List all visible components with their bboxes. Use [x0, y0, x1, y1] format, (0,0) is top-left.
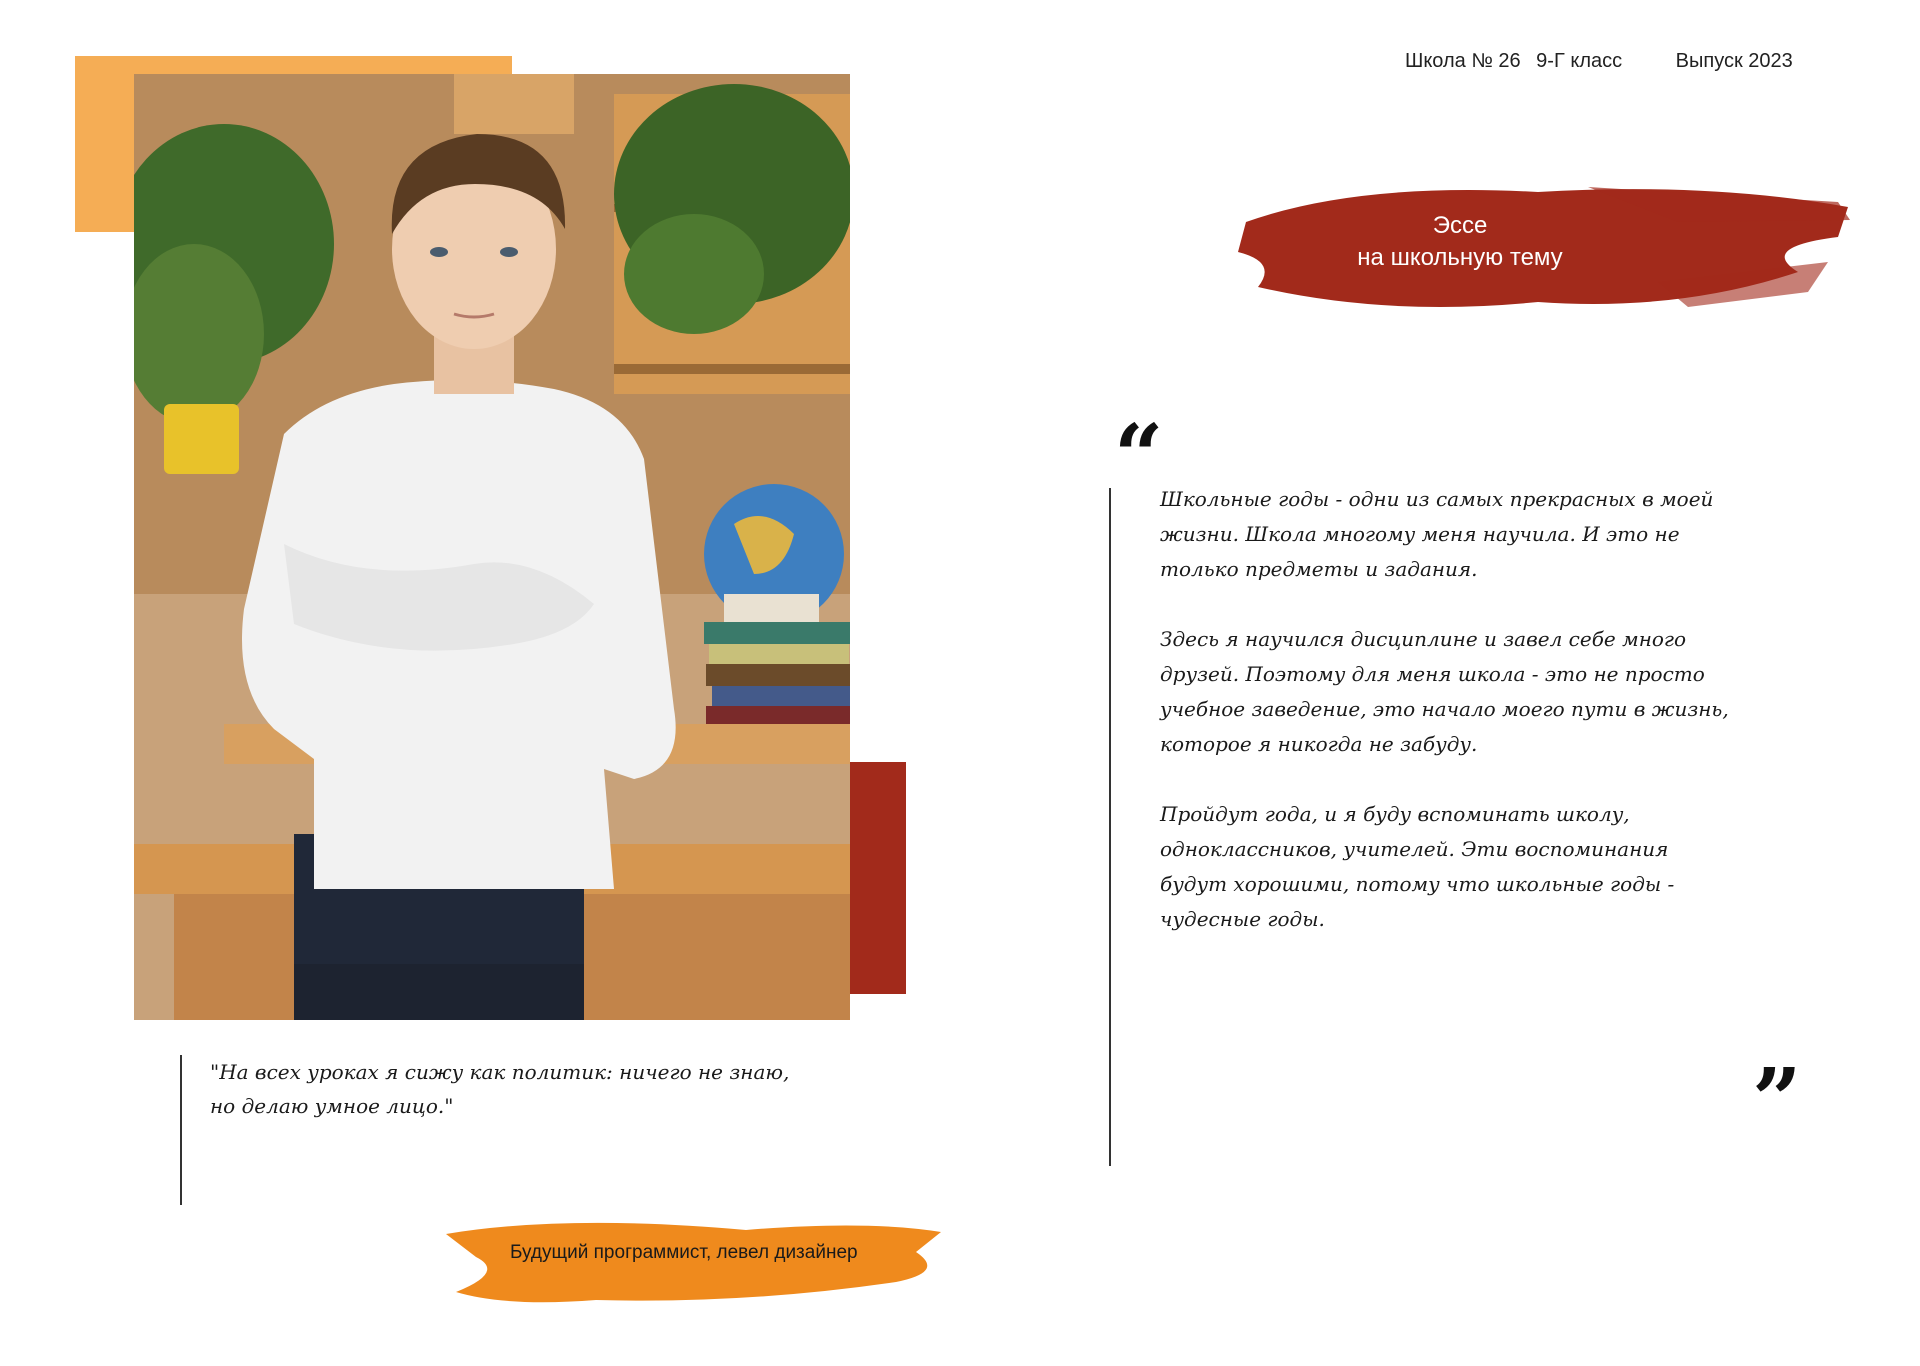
student-photo	[134, 74, 850, 1020]
school-name: Школа № 26	[1405, 50, 1521, 72]
essay-title	[1280, 210, 1640, 274]
essay-paragraph-1: Школьные годы - одни из самых прекрасных в моей жизни. Школа многому меня научила. И это не только предметы и задания.	[1160, 487, 1714, 581]
essay-paragraph-2: Здесь я научился дисциплине и завел себе много друзей. Поэтому для меня школа - это не просто учебное заведение, это начало моего пути в жизнь, которое я никогда не забуду.	[1160, 627, 1729, 756]
issue-year: Выпуск 2023	[1675, 50, 1793, 72]
closing-quote-icon: ”	[1752, 1050, 1802, 1151]
essay-divider	[1109, 488, 1111, 1166]
motto-divider	[180, 1055, 182, 1205]
essay-body	[1160, 482, 1740, 972]
career-goal: Будущий программист, левел дизайнер	[510, 1242, 858, 1263]
essay-paragraph-3: Пройдут года, и я буду вспоминать школу, одноклассников, учителей. Эти воспоминания будут хорошими, потому что школьные годы - чудесные годы.	[1160, 802, 1675, 931]
student-motto: "На всех уроках я сижу как политик: ничего не знаю, но делаю умное лицо."	[210, 1060, 790, 1118]
opening-quote-icon: “	[1114, 406, 1164, 507]
page-header	[1405, 50, 1793, 73]
essay-title-line2: на школьную тему	[1357, 244, 1563, 271]
red-accent-block	[850, 762, 906, 994]
essay-title-line1: Эссе	[1432, 212, 1488, 239]
class-name: 9-Г класс	[1536, 50, 1623, 72]
